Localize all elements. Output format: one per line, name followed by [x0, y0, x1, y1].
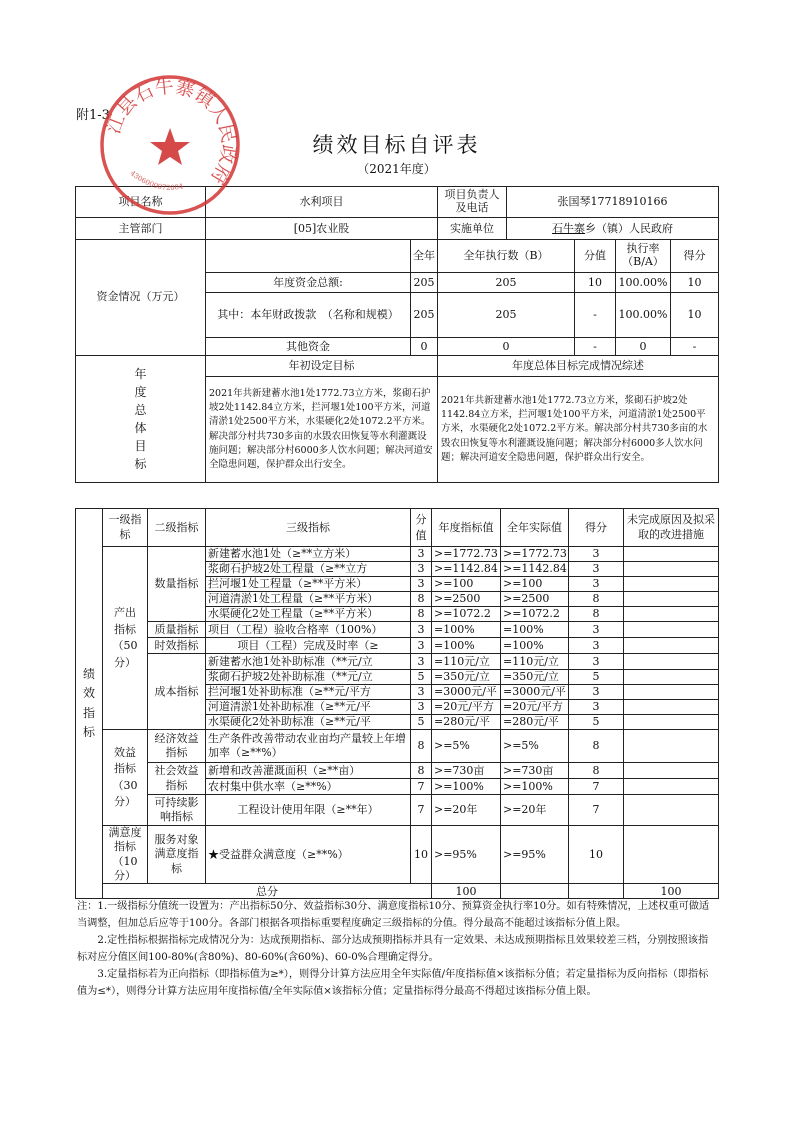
- leader-label: 项目负责人及电话: [438, 187, 507, 218]
- table-row: 拦河堰1处工程量（≥**平方米） 3 >=100 >=100 3: [76, 577, 719, 592]
- table-row: 可持续影响指标 工程设计使用年限（≥**年） 7 >=20年 >=20年 7: [76, 795, 719, 826]
- lvl1-satis: 满意度指标（10分）: [103, 826, 148, 884]
- lvl2-economic: 经济效益指标: [148, 730, 206, 763]
- table-row: 时效指标 项目（工程）完成及时率（≥ 3 =100% =100% 3: [76, 638, 719, 654]
- total-val: 100: [432, 884, 501, 899]
- lvl1-output: 产出指标（50分）: [103, 547, 148, 730]
- goals-h-done: 年度总体目标完成情况综述: [438, 356, 719, 377]
- total-score: 100: [624, 884, 719, 899]
- table-row: 效益指标（30分） 经济效益指标 生产条件改善带动农业亩均产量较上年增加率（≥**%） 8 >=5% >=5% 8: [76, 730, 719, 763]
- funds-h-got: 得分: [671, 240, 719, 273]
- impl-suffix: 乡（镇）人民政府: [585, 221, 674, 235]
- note-3: 3.定量指标若为正向指标（即指标值为≥*），则得分计算方法应用全年实际值/年度指标值×该指标分值；若定量指标为反向指标（即指标值为≤*），则得分计算方法应用年度指标值/全年实际值×该指标分值；定量指标得分最高不得超过该指标分值上限。: [77, 969, 709, 997]
- impl-label: 实施单位: [438, 218, 507, 240]
- info-table: [75, 186, 719, 483]
- perf-h-lvl1: 一级指标: [103, 509, 148, 547]
- seal-code: 4306000072004: [128, 169, 185, 193]
- page-title: 绩效目标自评表: [312, 133, 481, 157]
- lvl1-benefit: 效益指标（30分）: [103, 730, 148, 826]
- perf-h-actual: 全年实际值: [501, 509, 569, 547]
- funds-row: 其中：本年财政拨款 （名称和规模） 205 205 - 100.00% 10: [76, 293, 719, 338]
- goals-done: 2021年共新建蓄水池1处1772.73立方米，浆砌石护坡2处1142.84立方米，拦河堰1处100平方米，河道清淤1处2500平方米，水渠硬化2处1072.2平方米。解决部分村共730多亩的水毁农田恢复等水利灌溉设施问题；解决部分村6000多人饮水问题；解决河道安全隐患问题，保护群众出行安全。: [438, 377, 719, 483]
- total-row: [76, 884, 719, 899]
- lvl2-sustain: 可持续影响指标: [148, 795, 206, 826]
- table-row: 农村集中供水率（≥**%） 7 >=100% >=100% 7: [76, 779, 719, 795]
- table-row: 河道清淤1处工程量（≥**平方米） 8 >=2500 >=2500 8: [76, 592, 719, 607]
- note-1: 注：1.一级指标分值统一设置为：产出指标50分、效益指标30分、满意度指标10分、预算资金执行率10分。如有特殊情况，上述权重可做适当调整，但加总后应等于100分。各部门根据各项指标重要程度确定三级指标的分值。得分最高不能超过该指标分值上限。: [77, 901, 710, 929]
- goals-h-initial: 年初设定目标: [206, 356, 438, 377]
- note-2: 2.定性指标根据指标完成情况分为：达成预期指标、部分达成预期指标并具有一定效果、未达成预期指标且效果较差三档，分别按照该指标对应分值区间100-80%(含80%)、80-60%(含60%)、60-0%合理确定得分。: [77, 935, 709, 963]
- perf-h-score: 得分: [569, 509, 624, 547]
- goals-label: 年度总体目标: [76, 356, 206, 483]
- perf-h-lvl2: 二级指标: [148, 509, 206, 547]
- funds-row: 其他资金 0 0 - 0 -: [76, 338, 719, 356]
- table-row: 质量指标 项目（工程）验收合格率（100%） 3 =100% =100% 3: [76, 622, 719, 638]
- table-row: 成本指标 新建蓄水池1处补助标准（**元/立 3 =110元/立 =110元/立 3: [76, 654, 719, 670]
- seal-text: 江县石牛寨镇人民政府: [102, 75, 240, 188]
- lvl2-quantity: 数量指标: [148, 547, 206, 622]
- funds-h-score: 分值: [575, 240, 616, 273]
- perf-table: [75, 508, 719, 899]
- leader-value: 张国琴17718910166: [507, 187, 719, 218]
- dept-label: 主管部门: [76, 218, 206, 240]
- annex-label: 附1-3: [76, 108, 110, 123]
- lvl2-time: 时效指标: [148, 638, 206, 654]
- table-row: 河道清淤1处补助标准（≥**元/平 3 =20元/平方 =20元/平方 3: [76, 700, 719, 715]
- funds-label: 资金情况（万元）: [76, 240, 206, 356]
- funds-h-exec: 全年执行数（B）: [438, 240, 575, 273]
- table-row: 产出指标（50分） 数量指标 新建蓄水池1处（≥**立方米） 3 >=1772.73 >=1772.73 3: [76, 547, 719, 562]
- table-row: 满意度指标（10分） 服务对象满意度指标 ★受益群众满意度（≥**%） 10 >=95% >=95% 10: [76, 826, 719, 884]
- lvl2-service: 服务对象满意度指标: [148, 826, 206, 884]
- perf-h-val: 分值: [411, 509, 432, 547]
- project-name-label: 项目名称: [76, 187, 206, 218]
- perf-h-lvl3: 三级指标: [206, 509, 411, 547]
- official-seal: [95, 70, 245, 220]
- impl-prefix: 石牛寨: [552, 221, 586, 235]
- perf-label: 绩效指标: [76, 509, 103, 899]
- year-label: （2021年度）: [357, 162, 436, 176]
- funds-row: 年度资金总额: 205 205 10 100.00% 10: [76, 273, 719, 293]
- star-icon: [150, 128, 190, 165]
- funds-h-full: 全年: [411, 240, 438, 273]
- table-row: 社会效益指标 新增和改善灌溉面积（≥**亩） 8 >=730亩 >=730亩 8: [76, 763, 719, 779]
- table-row: 浆砌石护坡2处工程量（≥**立方 3 >=1142.84 >=1142.84 3: [76, 562, 719, 577]
- dept-value: [05]农业股: [206, 218, 438, 240]
- total-label: 总分: [103, 884, 432, 899]
- goals-initial: 2021年共新建蓄水池1处1772.73立方米，浆砌石护坡2处1142.84立方米，拦河堰1处100平方米，河道清淤1处2500平方米，水渠硬化2处1072.2平方米。解决部分村共730多亩的水毁农田恢复等水利灌溉设施问题；解决部分村6000多人饮水问题；解决河道安全隐患问题，保护群众出行安全。: [206, 377, 438, 483]
- perf-h-reason: 未完成原因及拟采取的改进措施: [624, 509, 719, 547]
- lvl2-cost: 成本指标: [148, 654, 206, 730]
- table-row: 水渠硬化2处补助标准（≥**元/平 5 =280元/平 =280元/平 5: [76, 715, 719, 730]
- notes: [77, 898, 717, 1000]
- lvl2-quality: 质量指标: [148, 622, 206, 638]
- funds-h-rate: 执行率（B/A）: [616, 240, 671, 273]
- lvl2-social: 社会效益指标: [148, 763, 206, 795]
- table-row: 水渠硬化2处工程量（≥**平方米） 8 >=1072.2 >=1072.2 8: [76, 607, 719, 622]
- project-name: 水利项目: [206, 187, 438, 218]
- table-row: 浆砌石护坡2处补助标准（**元/立 5 =350元/立 =350元/立 5: [76, 670, 719, 685]
- impl-value: [507, 218, 719, 240]
- table-row: 拦河堰1处补助标准（≥**元/平方 3 =3000元/平 =3000元/平 3: [76, 685, 719, 700]
- perf-h-target: 年度指标值: [432, 509, 501, 547]
